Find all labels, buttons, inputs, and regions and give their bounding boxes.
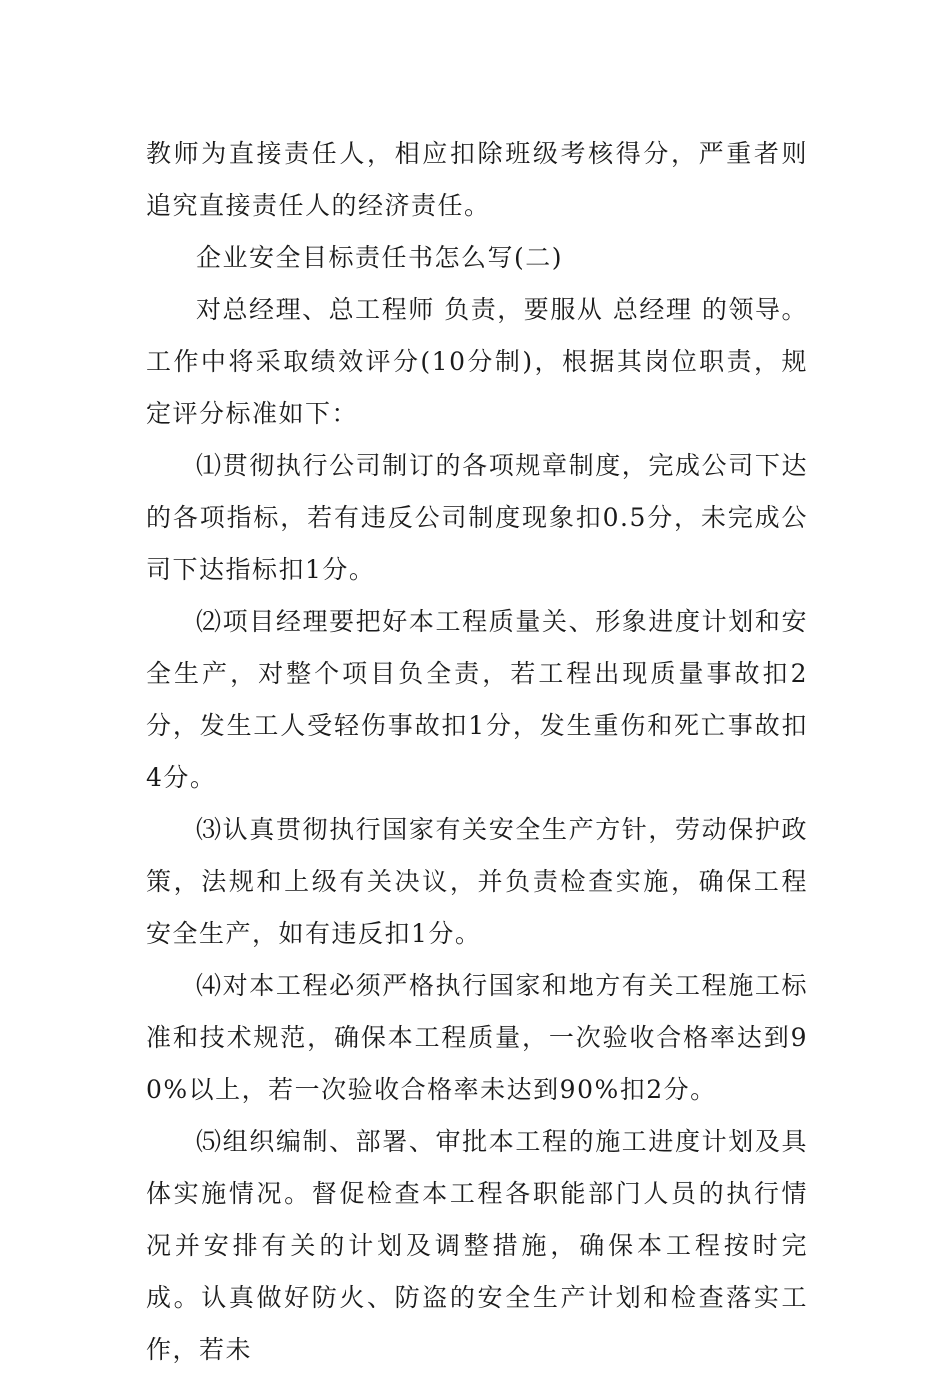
paragraph-continuation: 教师为直接责任人，相应扣除班级考核得分，严重者则追究直接责任人的经济责任。 <box>146 139 808 220</box>
list-item-5: ⑸组织编制、部署、审批本工程的施工进度计划及具体实施情况。督促检查本工程各职能部门人员的执行情况并安排有关的计划及调整措施，确保本工程按时完成。认真做好防火、防盗的安全生产计划和检查落实工作，若未 <box>146 1127 808 1364</box>
document-body <box>146 128 808 1376</box>
list-item-2: ⑵项目经理要把好本工程质量关、形象进度计划和安全生产，对整个项目负全责，若工程出现质量事故扣2分，发生工人受轻伤事故扣1分，发生重伤和死亡事故扣4分。 <box>146 607 808 792</box>
list-item-1: ⑴贯彻执行公司制订的各项规章制度，完成公司下达的各项指标，若有违反公司制度现象扣0.5分，未完成公司下达指标扣1分。 <box>146 451 808 584</box>
paragraph-intro: 对总经理、总工程师 负责，要服从 总经理 的领导。工作中将采取绩效评分(10分制)，根据其岗位职责，规定评分标准如下： <box>146 295 808 428</box>
section-heading: 企业安全目标责任书怎么写(二) <box>196 243 564 272</box>
list-item-4: ⑷对本工程必须严格执行国家和地方有关工程施工标准和技术规范，确保本工程质量，一次验收合格率达到90%以上，若一次验收合格率未达到90%扣2分。 <box>146 971 808 1104</box>
list-item-3: ⑶认真贯彻执行国家有关安全生产方针，劳动保护政策，法规和上级有关决议，并负责检查实施，确保工程安全生产，如有违反扣1分。 <box>146 815 808 948</box>
